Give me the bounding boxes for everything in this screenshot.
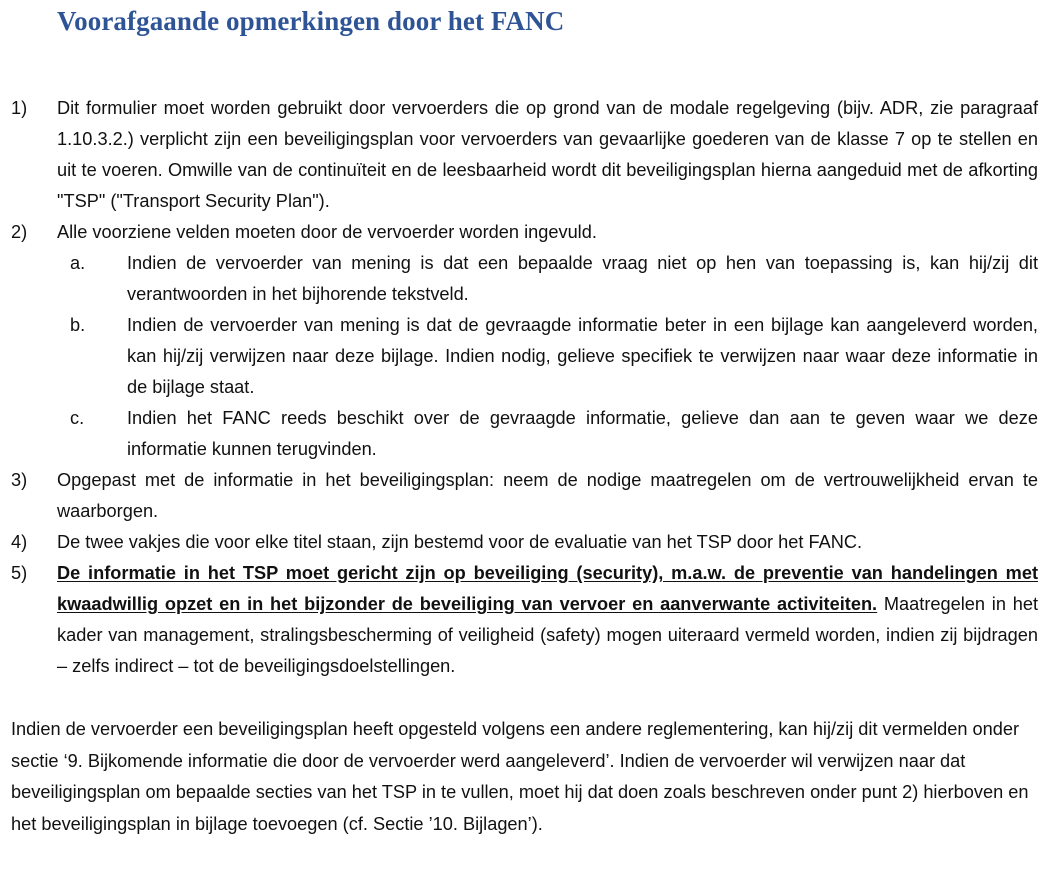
list-item-number: 2) — [11, 222, 28, 242]
sub-list — [57, 248, 1038, 465]
list-item-number: 5) — [11, 563, 28, 583]
sub-list-item-letter: a. — [70, 253, 86, 273]
list-item-2 — [0, 217, 1054, 465]
sub-list-item-c — [57, 403, 1038, 465]
list-item-text: De twee vakjes die voor elke titel staan, zijn bestemd voor de evaluatie van het TSP door het FANC. — [57, 532, 863, 552]
list-item-number: 4) — [11, 532, 28, 552]
list-item-text: Dit formulier moet worden gebruikt door vervoerders die op grond van de modale regelgeving (bijv. ADR, zie paragraaf 1.10.3.2.) verplicht zijn een beveiligingsplan voor vervoerders van gevaarlijke goederen van de klasse 7 op te stellen en uit te voeren. Omwille van de continuïteit en de leesbaarheid wordt dit beveiligingsplan hierna aangeduid met de afkorting "TSP" ("Transport Security Plan"). — [57, 98, 1038, 211]
sub-list-item-text: Indien de vervoerder van mening is dat een bepaalde vraag niet op hen van toepassing is, kan hij/zij dit verantwoorden in het bijhorende tekstveld. — [127, 253, 1038, 304]
sub-list-item-text: Indien het FANC reeds beschikt over de gevraagde informatie, gelieve dan aan te geven waar we deze informatie kunnen terugvinden. — [127, 408, 1038, 459]
list-item-text: Opgepast met de informatie in het beveiligingsplan: neem de nodige maatregelen om de vertrouwelijkheid ervan te waarborgen. — [57, 470, 1038, 521]
list-item-3 — [0, 465, 1054, 527]
sub-list-item-a — [57, 248, 1038, 310]
sub-list-item-letter: c. — [70, 408, 85, 428]
list-item-number: 3) — [11, 470, 28, 490]
section-heading: Voorafgaande opmerkingen door het FANC — [57, 6, 565, 36]
emphasized-statement: De informatie in het TSP moet gericht zijn op beveiliging (security), m.a.w. de preventie van handelingen met kwaadwillig opzet en in het bijzonder de beveiliging van vervoer en aanverwante activiteiten. — [57, 563, 1038, 614]
list-item-1 — [0, 93, 1054, 217]
remarks-list — [0, 93, 1054, 682]
sub-list-item-b — [57, 310, 1038, 403]
sub-list-item-letter: b. — [70, 315, 86, 335]
list-item-text: Alle voorziene velden moeten door de vervoerder worden ingevuld. — [57, 222, 597, 242]
sub-list-item-text: Indien de vervoerder van mening is dat de gevraagde informatie beter in een bijlage kan aangeleverd worden, kan hij/zij verwijzen naar deze bijlage. Indien nodig, gelieve specifiek te verwijzen naar waar deze informatie in de bijlage staat. — [127, 315, 1038, 397]
list-item-4 — [0, 527, 1054, 558]
list-item-5 — [0, 558, 1054, 682]
list-item-text: Maatregelen in het kader van management, stralingsbescherming of veiligheid (safety) mogen uiteraard vermeld worden, indien zij bijdragen – zelfs indirect – tot de beveiligingsdoelstellingen. — [57, 594, 1038, 676]
closing-paragraph: Indien de vervoerder een beveiligingsplan heeft opgesteld volgens een andere reglementering, kan hij/zij dit vermelden onder sectie ‘9. Bijkomende informatie die door de vervoerder werd aangeleverd’. Indien de vervoerder wil verwijzen naar dat beveiligingsplan om bepaalde secties van het TSP in te vullen, moet hij dat doen zoals beschreven onder punt 2) hierboven en het beveiligingsplan in bijlage toevoegen (cf. Sectie ’10. Bijlagen’). — [11, 719, 1029, 834]
list-item-number: 1) — [11, 98, 28, 118]
